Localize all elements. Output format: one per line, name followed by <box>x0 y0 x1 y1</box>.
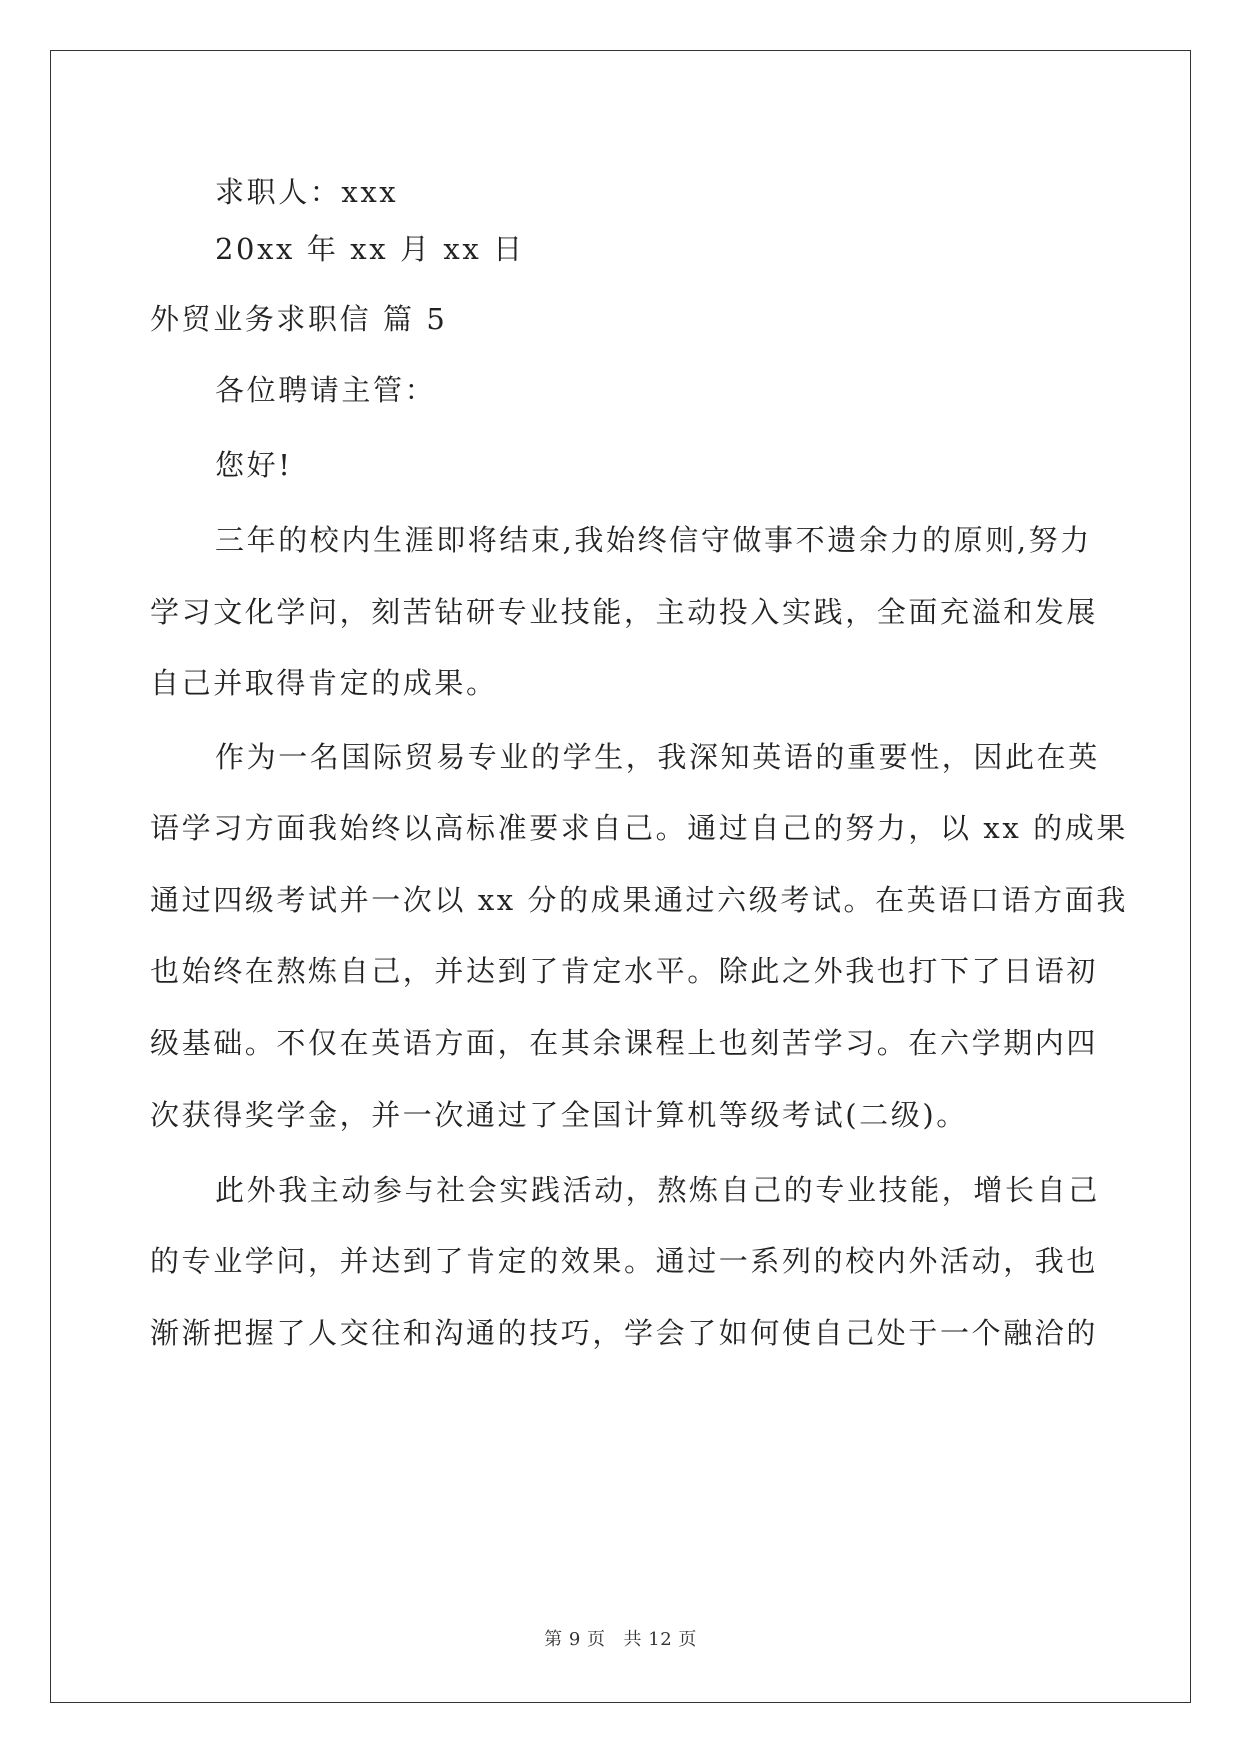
section-heading: 外贸业务求职信 篇 5 <box>150 302 448 336</box>
paragraph-2-line-6: 次获得奖学金，并一次通过了全国计算机等级考试(二级)。 <box>150 1098 968 1132</box>
paragraph-2-line-2: 语学习方面我始终以高标准要求自己。通过自己的努力，以 xx 的成果 <box>150 811 1128 845</box>
paragraph-1-line-1: 三年的校内生涯即将结束,我始终信守做事不遗余力的原则,努力 <box>215 523 1092 557</box>
greeting: 您好! <box>215 448 293 482</box>
date-line: 20xx 年 xx 月 xx 日 <box>215 232 525 266</box>
salutation: 各位聘请主管： <box>215 373 437 407</box>
applicant-line: 求职人：xxx <box>215 175 399 209</box>
paragraph-3-line-3: 渐渐把握了人交往和沟通的技巧，学会了如何使自己处于一个融洽的 <box>150 1316 1099 1350</box>
paragraph-3-line-2: 的专业学问，并达到了肯定的效果。通过一系列的校内外活动，我也 <box>150 1244 1099 1278</box>
paragraph-2-line-3: 通过四级考试并一次以 xx 分的成果通过六级考试。在英语口语方面我 <box>150 883 1128 917</box>
page-footer <box>0 1628 1241 1652</box>
page-number: 第 9 页 <box>544 1629 606 1650</box>
paragraph-2-line-4: 也始终在熬炼自己，并达到了肯定水平。除此之外我也打下了日语初 <box>150 954 1099 988</box>
paragraph-2-line-5: 级基础。不仅在英语方面，在其余课程上也刻苦学习。在六学期内四 <box>150 1026 1099 1060</box>
page-total: 共 12 页 <box>623 1629 697 1650</box>
paragraph-1-line-3: 自己并取得肯定的成果。 <box>150 666 498 700</box>
paragraph-3-line-1: 此外我主动参与社会实践活动，熬炼自己的专业技能，增长自己 <box>215 1173 1100 1207</box>
paragraph-1-line-2: 学习文化学问，刻苦钻研专业技能，主动投入实践，全面充溢和发展 <box>150 595 1099 629</box>
page-border <box>50 50 1191 1703</box>
paragraph-2-line-1: 作为一名国际贸易专业的学生，我深知英语的重要性，因此在英 <box>215 740 1100 774</box>
